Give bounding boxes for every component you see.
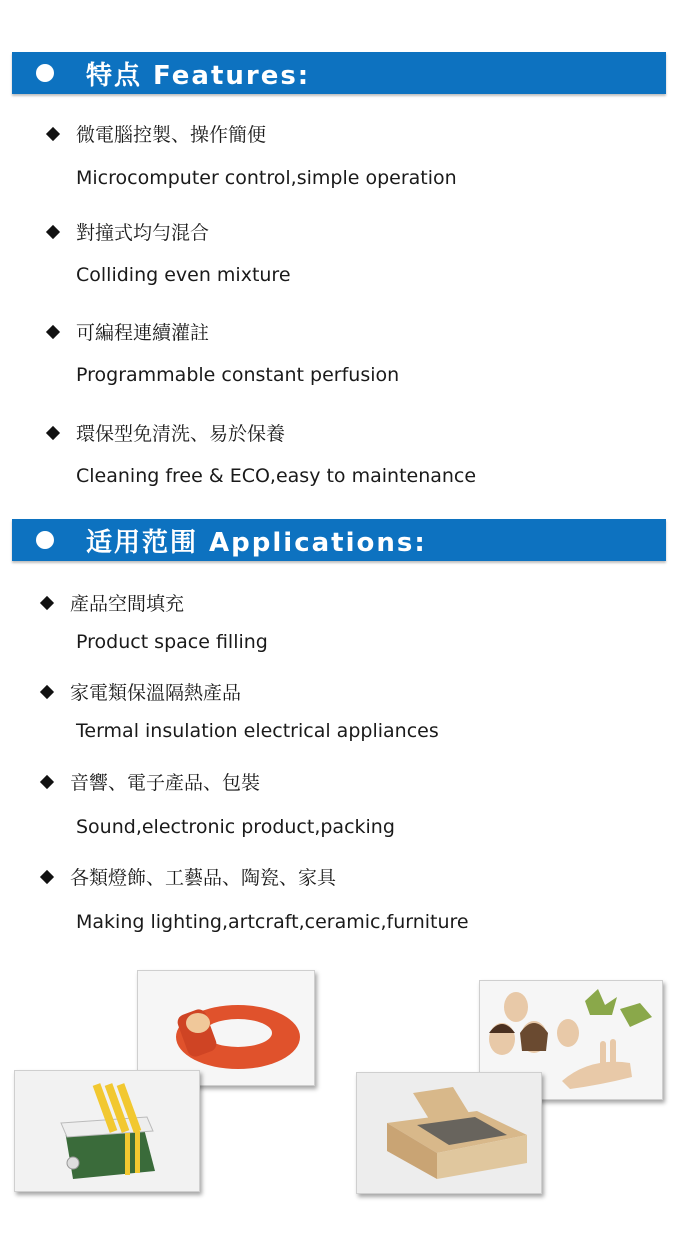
foam-ring-photo: [137, 970, 315, 1086]
applications-header-bar: [12, 519, 666, 561]
cooler-box-photo: [14, 1070, 200, 1192]
feature-item-zh: [48, 218, 209, 245]
application-item-zh: [42, 768, 260, 795]
application-item-en: Termal insulation electrical appliances: [76, 720, 439, 742]
feature-zh-text: 對撞式均勻混合: [76, 222, 210, 244]
application-zh-text: 各類燈飾、工藝品、陶瓷、家具: [70, 867, 337, 889]
application-item-en: Product space filling: [76, 631, 268, 653]
applications-title: 适用范围 Applications:: [86, 527, 427, 558]
feature-item-en: Colliding even mixture: [76, 264, 291, 286]
diamond-bullet-icon: [40, 869, 54, 883]
feature-item-zh: [48, 318, 209, 345]
packing-box-photo: [356, 1072, 542, 1194]
diamond-bullet-icon: [46, 126, 60, 140]
circle-marker-icon: [36, 531, 54, 549]
feature-item-en: Cleaning free & ECO,easy to maintenance: [76, 465, 477, 487]
feature-item-en: Microcomputer control,simple operation: [76, 167, 457, 189]
application-item-en: Making lighting,artcraft,ceramic,furniture: [76, 911, 469, 933]
feature-zh-text: 可編程連續灌註: [76, 322, 210, 344]
application-item-zh: [42, 863, 336, 890]
feature-item-zh: [48, 419, 285, 446]
features-header-bar: [12, 52, 666, 94]
diamond-bullet-icon: [46, 224, 60, 238]
application-item-zh: [42, 589, 184, 616]
application-zh-text: 家電類保溫隔熱產品: [70, 682, 242, 704]
application-zh-text: 產品空間填充: [70, 593, 185, 615]
diamond-bullet-icon: [40, 774, 54, 788]
application-item-zh: [42, 678, 241, 705]
diamond-bullet-icon: [46, 425, 60, 439]
diamond-bullet-icon: [46, 324, 60, 338]
foam-core: [186, 1013, 210, 1033]
feature-item-en: Programmable constant perfusion: [76, 364, 400, 386]
circle-marker-icon: [36, 64, 54, 82]
features-title: 特点 Features:: [86, 60, 311, 91]
feature-zh-text: 微電腦控製、操作簡便: [76, 124, 267, 146]
application-item-en: Sound,electronic product,packing: [76, 816, 395, 838]
feature-zh-text: 環保型免清洗、易於保養: [76, 423, 286, 445]
feature-item-zh: [48, 120, 266, 147]
diamond-bullet-icon: [40, 684, 54, 698]
application-zh-text: 音響、電子產品、包裝: [70, 772, 261, 794]
diamond-bullet-icon: [40, 595, 54, 609]
